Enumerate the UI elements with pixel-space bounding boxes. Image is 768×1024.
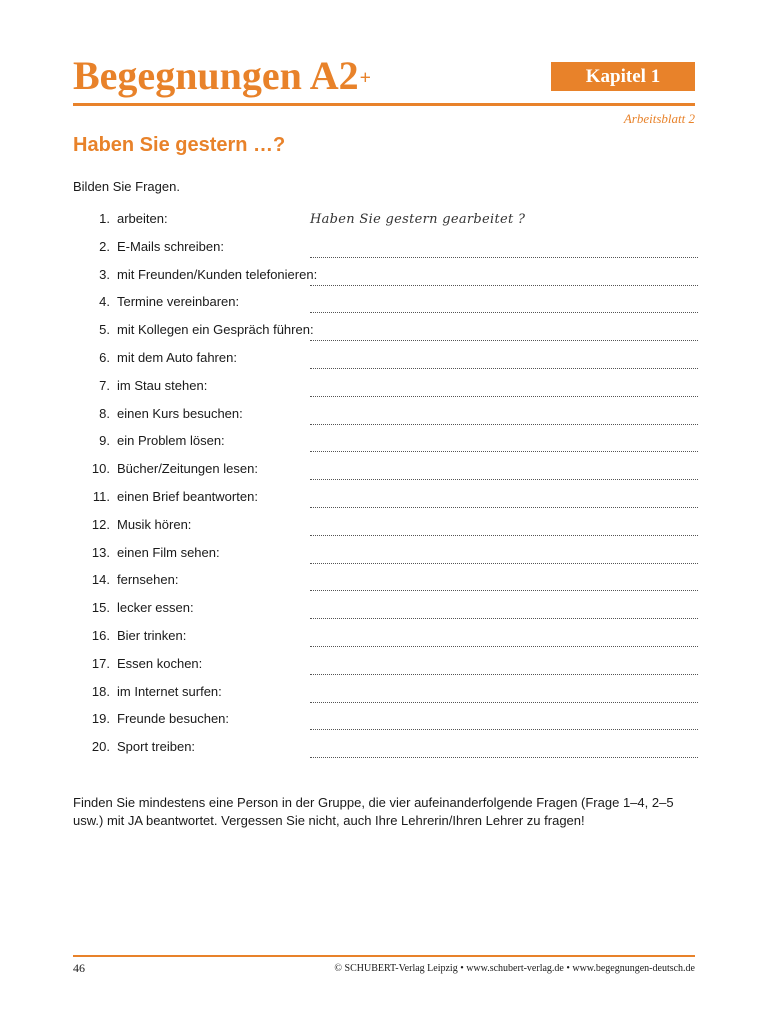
book-title: [73, 54, 371, 98]
exercise-item: [73, 237, 698, 265]
copyright-line: © SCHUBERT-Verlag Leipzig • www.schubert-verlag.de • www.begegnungen-deutsch.de: [334, 963, 695, 974]
item-prompt: einen Brief beantworten:: [117, 488, 258, 504]
book-title-text: Begegnungen A2: [73, 53, 359, 98]
exercise-item: [73, 487, 698, 515]
item-number: 5.: [99, 322, 110, 338]
item-prompt: fernsehen:: [117, 572, 179, 588]
item-prompt: einen Film sehen:: [117, 544, 220, 560]
answer-line[interactable]: [310, 404, 698, 425]
item-prompt: Bier trinken:: [117, 627, 187, 643]
exercise-item: [73, 348, 698, 376]
answer-line[interactable]: [310, 515, 698, 536]
item-number: 12.: [91, 516, 110, 532]
item-prompt: Musik hören:: [117, 516, 192, 532]
item-prompt: Sport treiben:: [117, 739, 196, 755]
answer-line[interactable]: [310, 265, 698, 286]
exercise-item: [73, 431, 698, 459]
item-prompt: arbeiten:: [117, 211, 168, 226]
item-prompt: E-Mails schreiben:: [117, 238, 224, 254]
item-number: 19.: [91, 711, 110, 727]
item-number: 3.: [99, 266, 110, 282]
item-prompt: im Stau stehen:: [117, 377, 208, 393]
item-number: 10.: [91, 461, 110, 477]
item-number: 13.: [91, 544, 110, 560]
item-number: 4.: [99, 294, 110, 310]
page-number: 46: [73, 961, 85, 975]
worksheet-label: Arbeitsblatt 2: [623, 111, 695, 126]
task-paragraph: Finden Sie mindestens eine Person in der Gruppe, die vier aufeinanderfolgende Fragen (Frage 1–4, 2–5 usw.) mit JA beantwortet. Vergessen Sie nicht, auch Ihre Lehrerin/Ihren Lehrer zu fragen!: [73, 795, 674, 828]
exercise-list: [73, 209, 698, 765]
answer-line[interactable]: [310, 320, 698, 341]
answer-line[interactable]: [310, 598, 698, 619]
answer-line[interactable]: [310, 709, 698, 730]
footer-divider: [73, 955, 695, 957]
answer-line[interactable]: [310, 237, 698, 258]
instruction-text: Bilden Sie Fragen.: [73, 179, 180, 194]
item-prompt: Freunde besuchen:: [117, 711, 230, 727]
item-prompt: mit dem Auto fahren:: [117, 349, 237, 365]
exercise-item: [73, 376, 698, 404]
item-prompt: Termine vereinbaren:: [117, 294, 240, 310]
item-number: 6.: [99, 349, 110, 365]
answer-line[interactable]: [310, 376, 698, 397]
answer-line[interactable]: [310, 292, 698, 313]
exercise-item: [73, 265, 698, 293]
item-prompt: lecker essen:: [117, 600, 194, 616]
exercise-item: [73, 654, 698, 682]
handwritten-answer: Haben Sie gestern gearbeitet ?: [310, 212, 526, 227]
answer-line[interactable]: [310, 459, 698, 480]
exercise-item: [73, 709, 698, 737]
exercise-item: [73, 459, 698, 487]
answer-line[interactable]: [310, 348, 698, 369]
item-prompt: Bücher/Zeitungen lesen:: [117, 461, 258, 477]
exercise-item: [73, 543, 698, 571]
item-number: 9.: [99, 433, 110, 449]
item-number: 8.: [99, 405, 110, 421]
answer-line[interactable]: [310, 654, 698, 675]
item-prompt: Essen kochen:: [117, 655, 203, 671]
exercise-item: [73, 570, 698, 598]
exercise-item: [73, 292, 698, 320]
item-prompt: ein Problem lösen:: [117, 433, 225, 449]
worksheet-title: Haben Sie gestern …?: [73, 134, 286, 156]
exercise-item: [73, 209, 698, 237]
item-number: 17.: [91, 655, 110, 671]
item-prompt: einen Kurs besuchen:: [117, 405, 243, 421]
chapter-badge: Kapitel 1: [551, 62, 695, 91]
exercise-item: [73, 515, 698, 543]
answer-line[interactable]: [310, 737, 698, 758]
item-number: 18.: [91, 683, 110, 699]
answer-line[interactable]: [310, 431, 698, 452]
answer-line[interactable]: [310, 682, 698, 703]
item-number: 1.: [99, 211, 110, 226]
exercise-item: [73, 737, 698, 765]
answer-line[interactable]: [310, 626, 698, 647]
item-number: 14.: [91, 572, 110, 588]
item-prompt: im Internet surfen:: [117, 683, 222, 699]
exercise-item: [73, 320, 698, 348]
answer-line[interactable]: [310, 570, 698, 591]
item-number: 11.: [92, 488, 110, 504]
exercise-item: [73, 598, 698, 626]
item-number: 16.: [91, 627, 110, 643]
item-number: 20.: [91, 739, 110, 755]
book-title-superscript: +: [359, 67, 372, 89]
item-number: 2.: [99, 238, 110, 254]
answer-line[interactable]: [310, 487, 698, 508]
exercise-item: [73, 404, 698, 432]
item-prompt: mit Kollegen ein Gespräch führen:: [117, 322, 314, 338]
exercise-item: [73, 626, 698, 654]
item-number: 7.: [99, 377, 110, 393]
header-divider: [73, 103, 695, 106]
item-number: 15.: [91, 600, 110, 616]
exercise-item: [73, 682, 698, 710]
item-prompt: mit Freunden/Kunden telefonieren:: [117, 266, 318, 282]
answer-line[interactable]: [310, 543, 698, 564]
